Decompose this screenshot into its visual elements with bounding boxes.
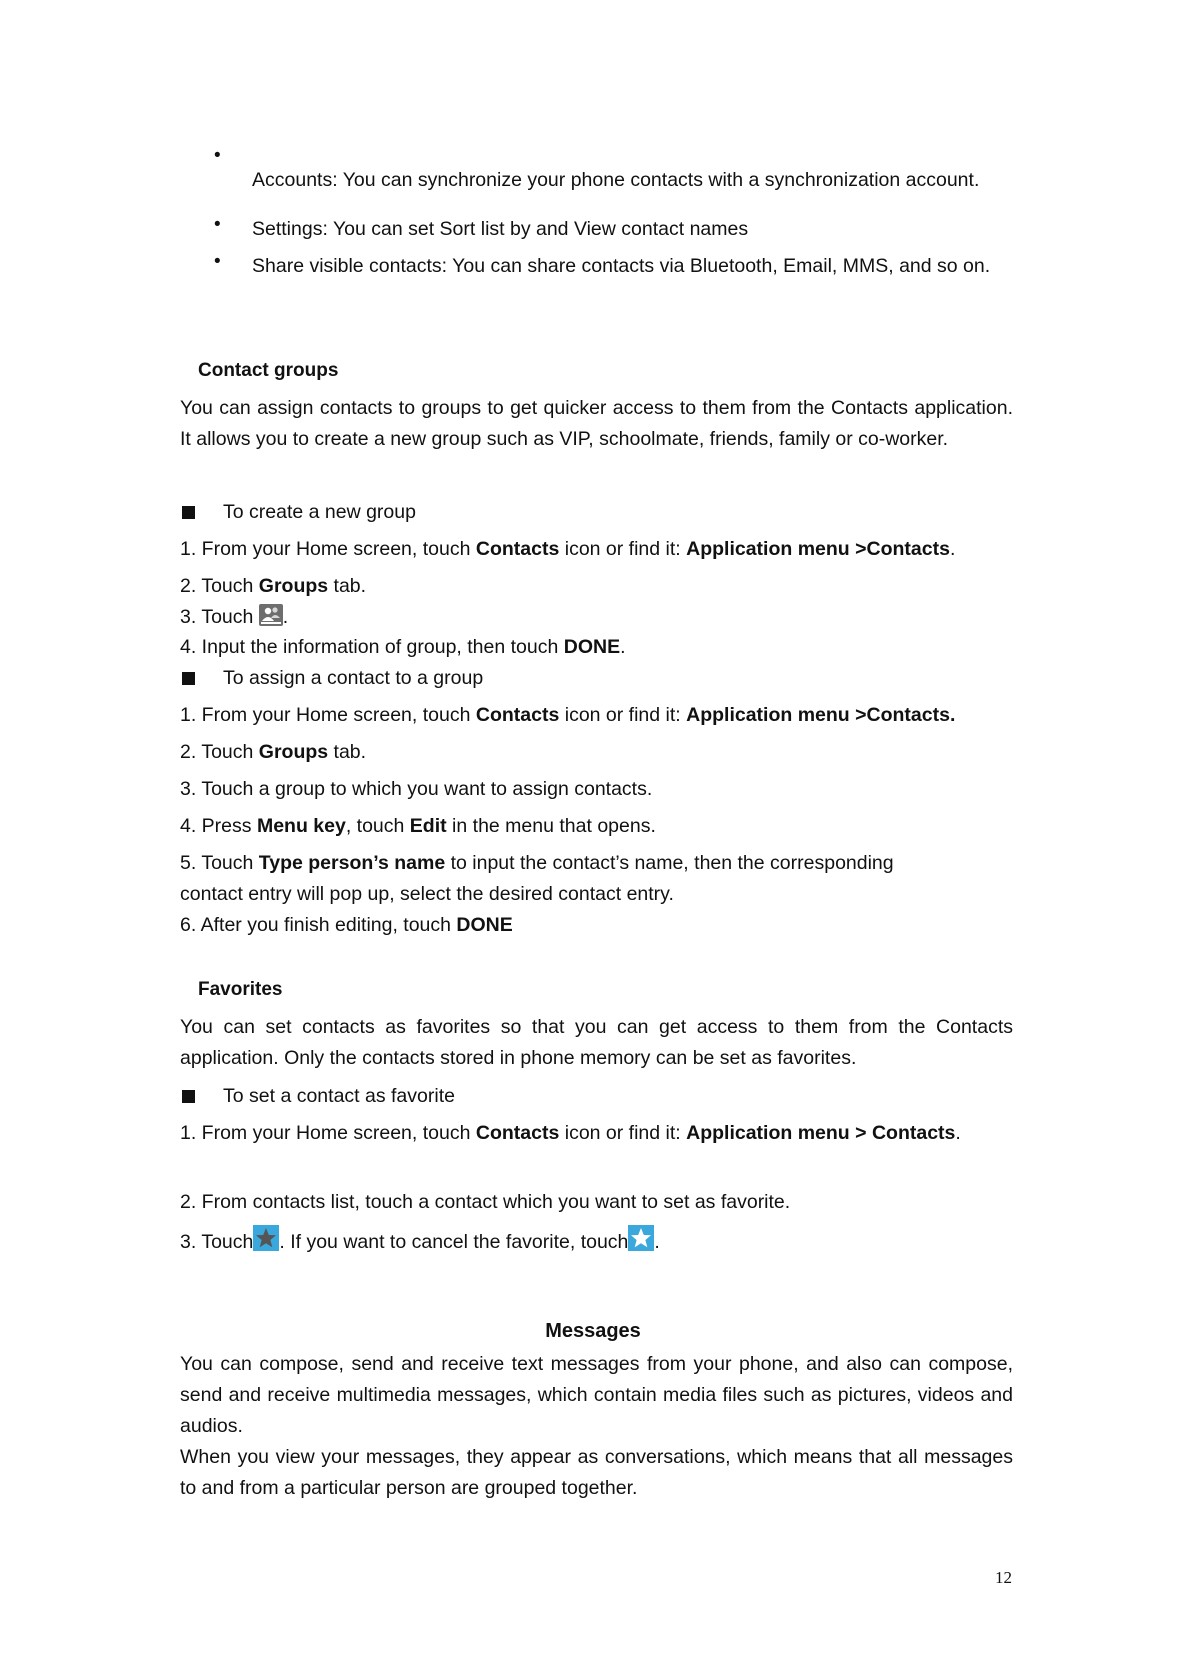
favorite-step-1: 1. From your Home screen, touch Contacts icon or find it: Application menu > Contacts. bbox=[180, 1122, 961, 1144]
create-step-1: 1. From your Home screen, touch Contacts icon or find it: Application menu >Contacts. bbox=[180, 538, 956, 560]
set-favorite-title: To set a contact as favorite bbox=[223, 1085, 455, 1107]
messages-paragraph-1: You can compose, send and receive text messages from your phone, and also can compose, send and receive multimedia messages, which contain media files such as pictures, videos and audios. bbox=[180, 1353, 1013, 1437]
create-step-4: 4. Input the information of group, then touch DONE. bbox=[180, 636, 626, 658]
assign-step-2: 2. Touch Groups tab. bbox=[180, 741, 367, 763]
star-icon bbox=[253, 1225, 279, 1261]
create-step-3: 3. Touch . bbox=[180, 602, 1013, 636]
create-step-2: 2. Touch Groups tab. bbox=[180, 575, 367, 597]
star-outline-icon bbox=[628, 1225, 654, 1261]
bullet-dot: • bbox=[214, 251, 221, 272]
assign-step-4: 4. Press Menu key, touch Edit in the menu that opens. bbox=[180, 815, 656, 837]
messages-paragraph-2: When you view your messages, they appear as conversations, which means that all messages to and from a particular person are grouped together. bbox=[180, 1446, 1013, 1499]
bullet-share: Share visible contacts: You can share contacts via Bluetooth, Email, MMS, and so on. bbox=[252, 255, 991, 277]
assign-step-3: 3. Touch a group to which you want to assign contacts. bbox=[180, 778, 653, 800]
square-bullet bbox=[182, 1090, 195, 1103]
bullet-dot: • bbox=[214, 214, 221, 235]
assign-step-1: 1. From your Home screen, touch Contacts icon or find it: Application menu >Contacts. bbox=[180, 704, 956, 726]
favorites-intro: You can set contacts as favorites so that you can get access to them from the Contacts application. Only the contacts stored in phone memory can be set as favorites. bbox=[180, 1016, 1013, 1069]
section-heading-favorites: Favorites bbox=[198, 979, 283, 1000]
favorite-step-2: 2. From contacts list, touch a contact which you want to set as favorite. bbox=[180, 1191, 791, 1213]
square-bullet bbox=[182, 672, 195, 685]
section-heading-messages: Messages bbox=[545, 1320, 641, 1342]
bullet-accounts: Accounts: You can synchronize your phone contacts with a synchronization account. bbox=[252, 168, 980, 191]
square-bullet bbox=[182, 506, 195, 519]
bullet-dot: • bbox=[214, 145, 221, 166]
bullet-settings: Settings: You can set Sort list by and View contact names bbox=[252, 218, 749, 240]
assign-step-6: 6. After you finish editing, touch DONE bbox=[180, 914, 513, 936]
create-group-title: To create a new group bbox=[223, 501, 416, 523]
section-heading-contact-groups: Contact groups bbox=[198, 360, 339, 381]
contact-groups-intro: You can assign contacts to groups to get quicker access to them from the Contacts application. It allows you to create a new group such as VIP, schoolmate, friends, family or co-worker. bbox=[180, 397, 1013, 450]
assign-step-5: 5. Touch Type person’s name to input the contact’s name, then the corresponding contact entry will pop up, select the desired contact entry. bbox=[180, 852, 894, 905]
assign-group-title: To assign a contact to a group bbox=[223, 667, 484, 689]
favorite-step-3: 3. Touch . If you want to cancel the favorite, touch . bbox=[180, 1225, 1013, 1261]
page-number: 12 bbox=[995, 1568, 1012, 1587]
